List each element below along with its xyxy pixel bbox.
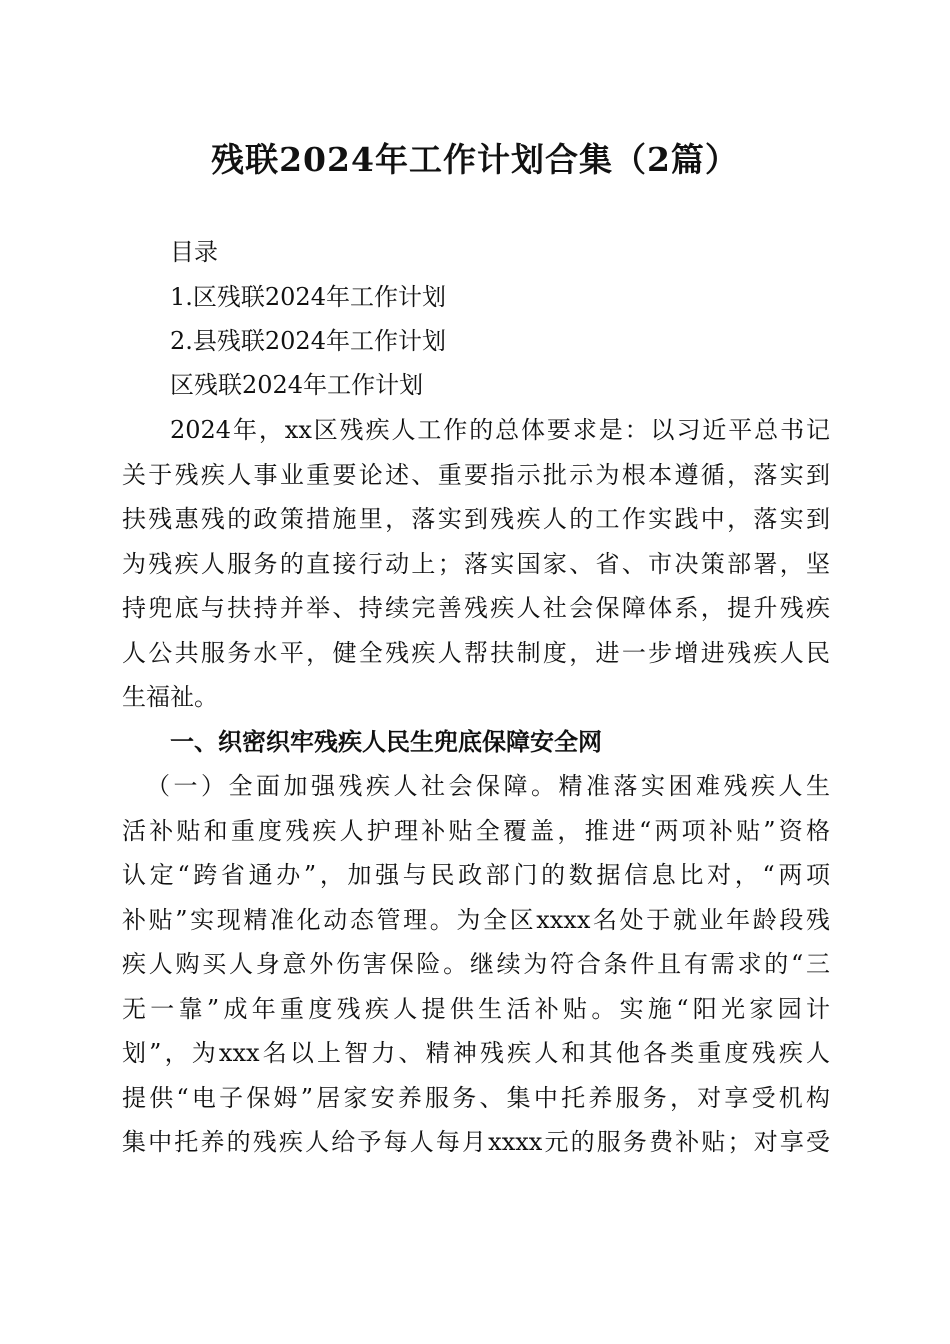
paragraph-line: 持兜底与扶持并举、持续完善残疾人社会保障体系，提升残疾 — [122, 594, 830, 622]
toc-item: 2.县残联2024年工作计划 — [170, 327, 446, 355]
section-heading: 一、织密织牢残疾人民生兜底保障安全网 — [170, 727, 602, 756]
paragraph-line: 为残疾人服务的直接行动上；落实国家、省、市决策部署，坚 — [122, 550, 830, 578]
toc-label: 目录 — [170, 238, 218, 266]
paragraph-line: 疾人购买人身意外伤害保险。继续为符合条件且有需求的“三 — [122, 950, 830, 978]
paragraph-line: 无一靠”成年重度残疾人提供生活补贴。实施“阳光家园计 — [122, 995, 830, 1023]
document-title: 残联2024年工作计划合集（2篇） — [211, 140, 739, 179]
section-title: 区残联2024年工作计划 — [170, 371, 424, 399]
paragraph-line: 关于残疾人事业重要论述、重要指示批示为根本遵循，落实到 — [122, 461, 830, 489]
paragraph-line: 认定“跨省通办”，加强与民政部门的数据信息比对，“两项 — [122, 861, 830, 889]
paragraph-line: 2024年，xx区残疾人工作的总体要求是：以习近平总书记 — [170, 416, 830, 444]
paragraph-line: 提供“电子保姆”居家安养服务、集中托养服务，对享受机构 — [122, 1084, 830, 1112]
paragraph-line: 划”，为xxx名以上智力、精神残疾人和其他各类重度残疾人 — [122, 1039, 830, 1067]
paragraph-line: 活补贴和重度残疾人护理补贴全覆盖，推进“两项补贴”资格 — [122, 817, 830, 845]
paragraph-line: 生福祉。 — [122, 683, 218, 711]
paragraph-line: 扶残惠残的政策措施里，落实到残疾人的工作实践中，落实到 — [122, 505, 830, 533]
paragraph-line: （一）全面加强残疾人社会保障。精准落实困难残疾人生 — [146, 772, 830, 800]
toc-item: 1.区残联2024年工作计划 — [170, 283, 446, 311]
paragraph-line: 人公共服务水平，健全残疾人帮扶制度，进一步增进残疾人民 — [122, 639, 830, 667]
paragraph-line: 补贴”实现精准化动态管理。为全区xxxx名处于就业年龄段残 — [122, 906, 830, 934]
paragraph-line: 集中托养的残疾人给予每人每月xxxx元的服务费补贴；对享受 — [122, 1128, 830, 1156]
